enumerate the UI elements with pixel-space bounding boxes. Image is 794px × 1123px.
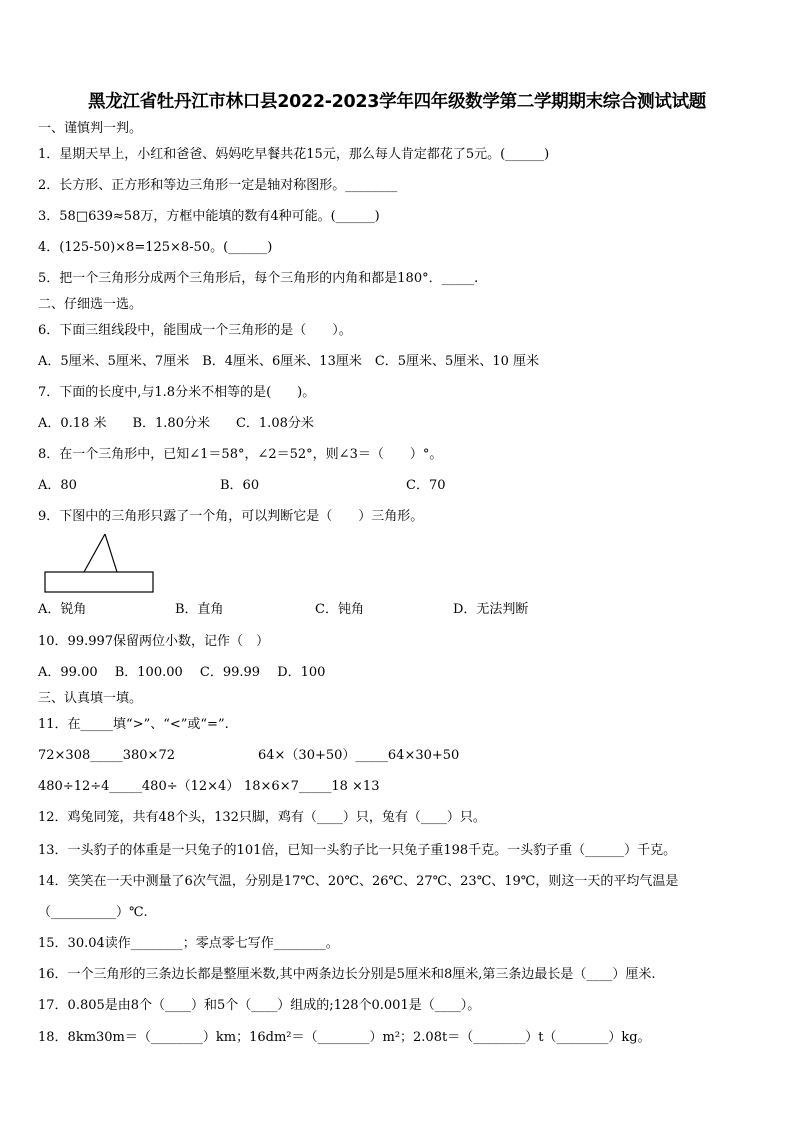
question-6-options: A．5厘米、5厘米、7厘米 B．4厘米、6厘米、13厘米 C．5厘米、5厘米、10 厘米	[38, 354, 540, 369]
question-18: 18．8km30m＝（________）km；16dm²＝（________）m²；2.08t＝（________）t（________）kg。	[38, 1030, 651, 1045]
question-6: 6．下面三组线段中，能围成一个三角形的是（ ）。	[38, 323, 352, 338]
question-1: 1．星期天早上，小红和爸爸、妈妈吃早餐共花15元，那么每人肯定都花了5元。(______)	[38, 147, 550, 162]
comparison-b: 64×（30+50）_____64×30+50	[258, 748, 460, 763]
option-b: B．60	[220, 478, 260, 493]
covering-rectangle	[45, 572, 153, 592]
section-heading-3: 三、认真填一填。	[38, 691, 143, 706]
section-heading-2: 二、仔细选一选。	[38, 297, 143, 312]
page-title: 黑龙江省牡丹江市林口县2022-2023学年四年级数学第二学期期末综合测试试题	[88, 92, 706, 112]
comparison-c: 480÷12÷4_____480÷（12×4）	[38, 779, 240, 794]
question-2: 2．长方形、正方形和等边三角形一定是轴对称图形。________	[38, 178, 398, 193]
section-heading-1: 一、谨慎判一判。	[38, 121, 143, 136]
comparison-a: 72×308_____380×72	[38, 748, 175, 763]
question-10: 10．99.997保留两位小数，记作（ ）	[38, 634, 270, 649]
option-d: D．无法判断	[453, 602, 529, 617]
option-c: C．钝角	[315, 602, 364, 617]
question-16: 16．一个三角形的三条边长都是整厘米数,其中两条边长分别是5厘米和8厘米,第三条边最长是（____）厘米.	[38, 967, 656, 982]
question-10-options: A．99.00 B．100.00 C．99.99 D．100	[38, 665, 326, 680]
triangle-right-side	[105, 534, 117, 572]
question-8: 8．在一个三角形中，已知∠1＝58°，∠2＝52°，则∠3＝（ ）°。	[38, 447, 443, 462]
option-a: A．锐角	[38, 602, 87, 617]
question-11: 11．在_____填“>”、“<”或“=”.	[38, 717, 229, 732]
question-12: 12．鸡兔同笼，共有48个头，132只脚，鸡有（____）只，兔有（____）只。	[38, 810, 486, 825]
question-3: 3．58□639≈58万，方框中能填的数有4种可能。(______)	[38, 209, 380, 224]
question-14: 14．笑笑在一天中测量了6次气温，分别是17℃、20℃、26℃、27℃、23℃、19℃，则这一天的平均气温是	[38, 874, 679, 889]
question-13: 13．一头豹子的体重是一只兔子的101倍，已知一头豹子比一只兔子重198千克。一头豹子重（______）千克。	[38, 843, 677, 858]
option-a: A．80	[38, 478, 77, 493]
question-5: 5．把一个三角形分成两个三角形后，每个三角形的内角和都是180°．_____.	[38, 271, 479, 286]
question-7-options: A．0.18 米 B．1.80分米 C．1.08分米	[38, 416, 314, 431]
option-b: B．直角	[175, 602, 224, 617]
option-c: C．70	[406, 478, 446, 493]
question-14-continued: （__________）℃.	[38, 905, 148, 920]
triangle-left-side	[84, 534, 105, 572]
question-7: 7．下面的长度中,与1.8分米不相等的是( )。	[38, 385, 316, 400]
comparison-d: 18×6×7_____18 ×13	[244, 779, 380, 794]
question-9: 9．下图中的三角形只露了一个角，可以判断它是（ ）三角形。	[38, 509, 424, 524]
question-15: 15．30.04读作________；零点零七写作________。	[38, 936, 339, 951]
question-4: 4．(125-50)×8=125×8-50。(______)	[38, 240, 273, 255]
triangle-corner-figure	[44, 532, 156, 594]
question-17: 17．0.805是由8个（____）和5个（____）组成的;128个0.001是（____）。	[38, 998, 481, 1013]
